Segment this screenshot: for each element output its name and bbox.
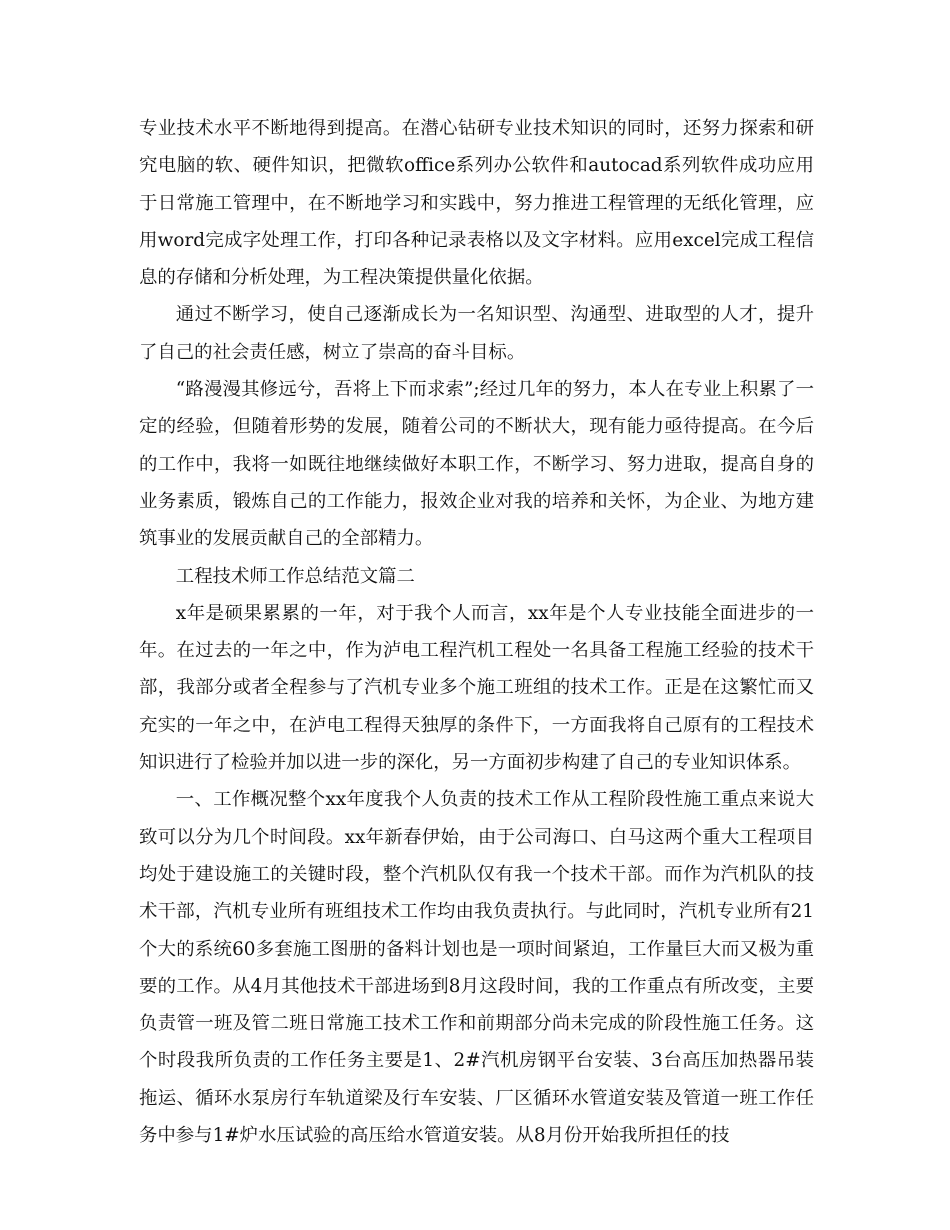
document-body	[139, 110, 814, 1154]
paragraph-year-summary: x年是硕果累累的一年，对于我个人而言，xx年是个人专业技能全面进步的一年。在过去的一年之中，作为泸电工程汽机工程处一名具备工程施工经验的技术干部，我部分或者全程参与了汽机专业多个施工班组的技术工作。正是在这繁忙而又充实的一年之中，在泸电工程得天独厚的条件下，一方面我将自己原有的工程技术知识进行了检验并加以进一步的深化，另一方面初步构建了自己的专业知识体系。	[139, 602, 814, 774]
paragraph-quote-conclusion: “路漫漫其修远兮，吾将上下而求索”;经过几年的努力，本人在专业上积累了一定的经验，但随着形势的发展，随着公司的不断状大，现有能力亟待提高。在今后的工作中，我将一如既往地继续做好本职工作，不断学习、努力进取，提高自身的业务素质，锻炼自己的工作能力，报效企业对我的培养和关怀，为企业、为地方建筑事业的发展贡献自己的全部精力。	[139, 379, 814, 550]
section-heading: 工程技术师工作总结范文篇二	[175, 565, 415, 587]
paragraph-learning-growth: 通过不断学习，使自己逐渐成长为一名知识型、沟通型、进取型的人才，提升了自己的社会责任感，树立了崇高的奋斗目标。	[139, 304, 814, 363]
paragraph-work-overview: 一、工作概况整个xx年度我个人负责的技术工作从工程阶段性施工重点来说大致可以分为几个时间段。xx年新春伊始，由于公司海口、白马这两个重大工程项目均处于建设施工的关键时段，整个汽机队仅有我一个技术干部。而作为汽机队的技术干部，汽机专业所有班组技术工作均由我负责执行。与此同时，汽机专业所有21个大的系统60多套施工图册的备料计划也是一项时间紧迫，工作量巨大而又极为重要的工作。从4月其他技术干部进场到8月这段时间，我的工作重点有所改变，主要负责管一班及管二班日常施工技术工作和前期部分尚未完成的阶段性施工任务。这个时段我所负责的工作任务主要是1、2#汽机房钢平台安装、3台高压加热器吊装拖运、循环水泵房行车轨道梁及行车安装、厂区循环水管道安装及管道一班工作任务中参与1#炉水压试验的高压给水管道安装。从8月份开始我所担任的技	[139, 789, 814, 1147]
paragraph-continuation: 专业技术水平不断地得到提高。在潜心钻研专业技术知识的同时，还努力探索和研究电脑的软、硬件知识，把微软office系列办公软件和autocad系列软件成功应用于日常施工管理中，在不断地学习和实践中，努力推进工程管理的无纸化管理，应用word完成字处理工作，打印各种记录表格以及文字材料。应用excel完成工程信息的存储和分析处理，为工程决策提供量化依据。	[139, 118, 814, 289]
